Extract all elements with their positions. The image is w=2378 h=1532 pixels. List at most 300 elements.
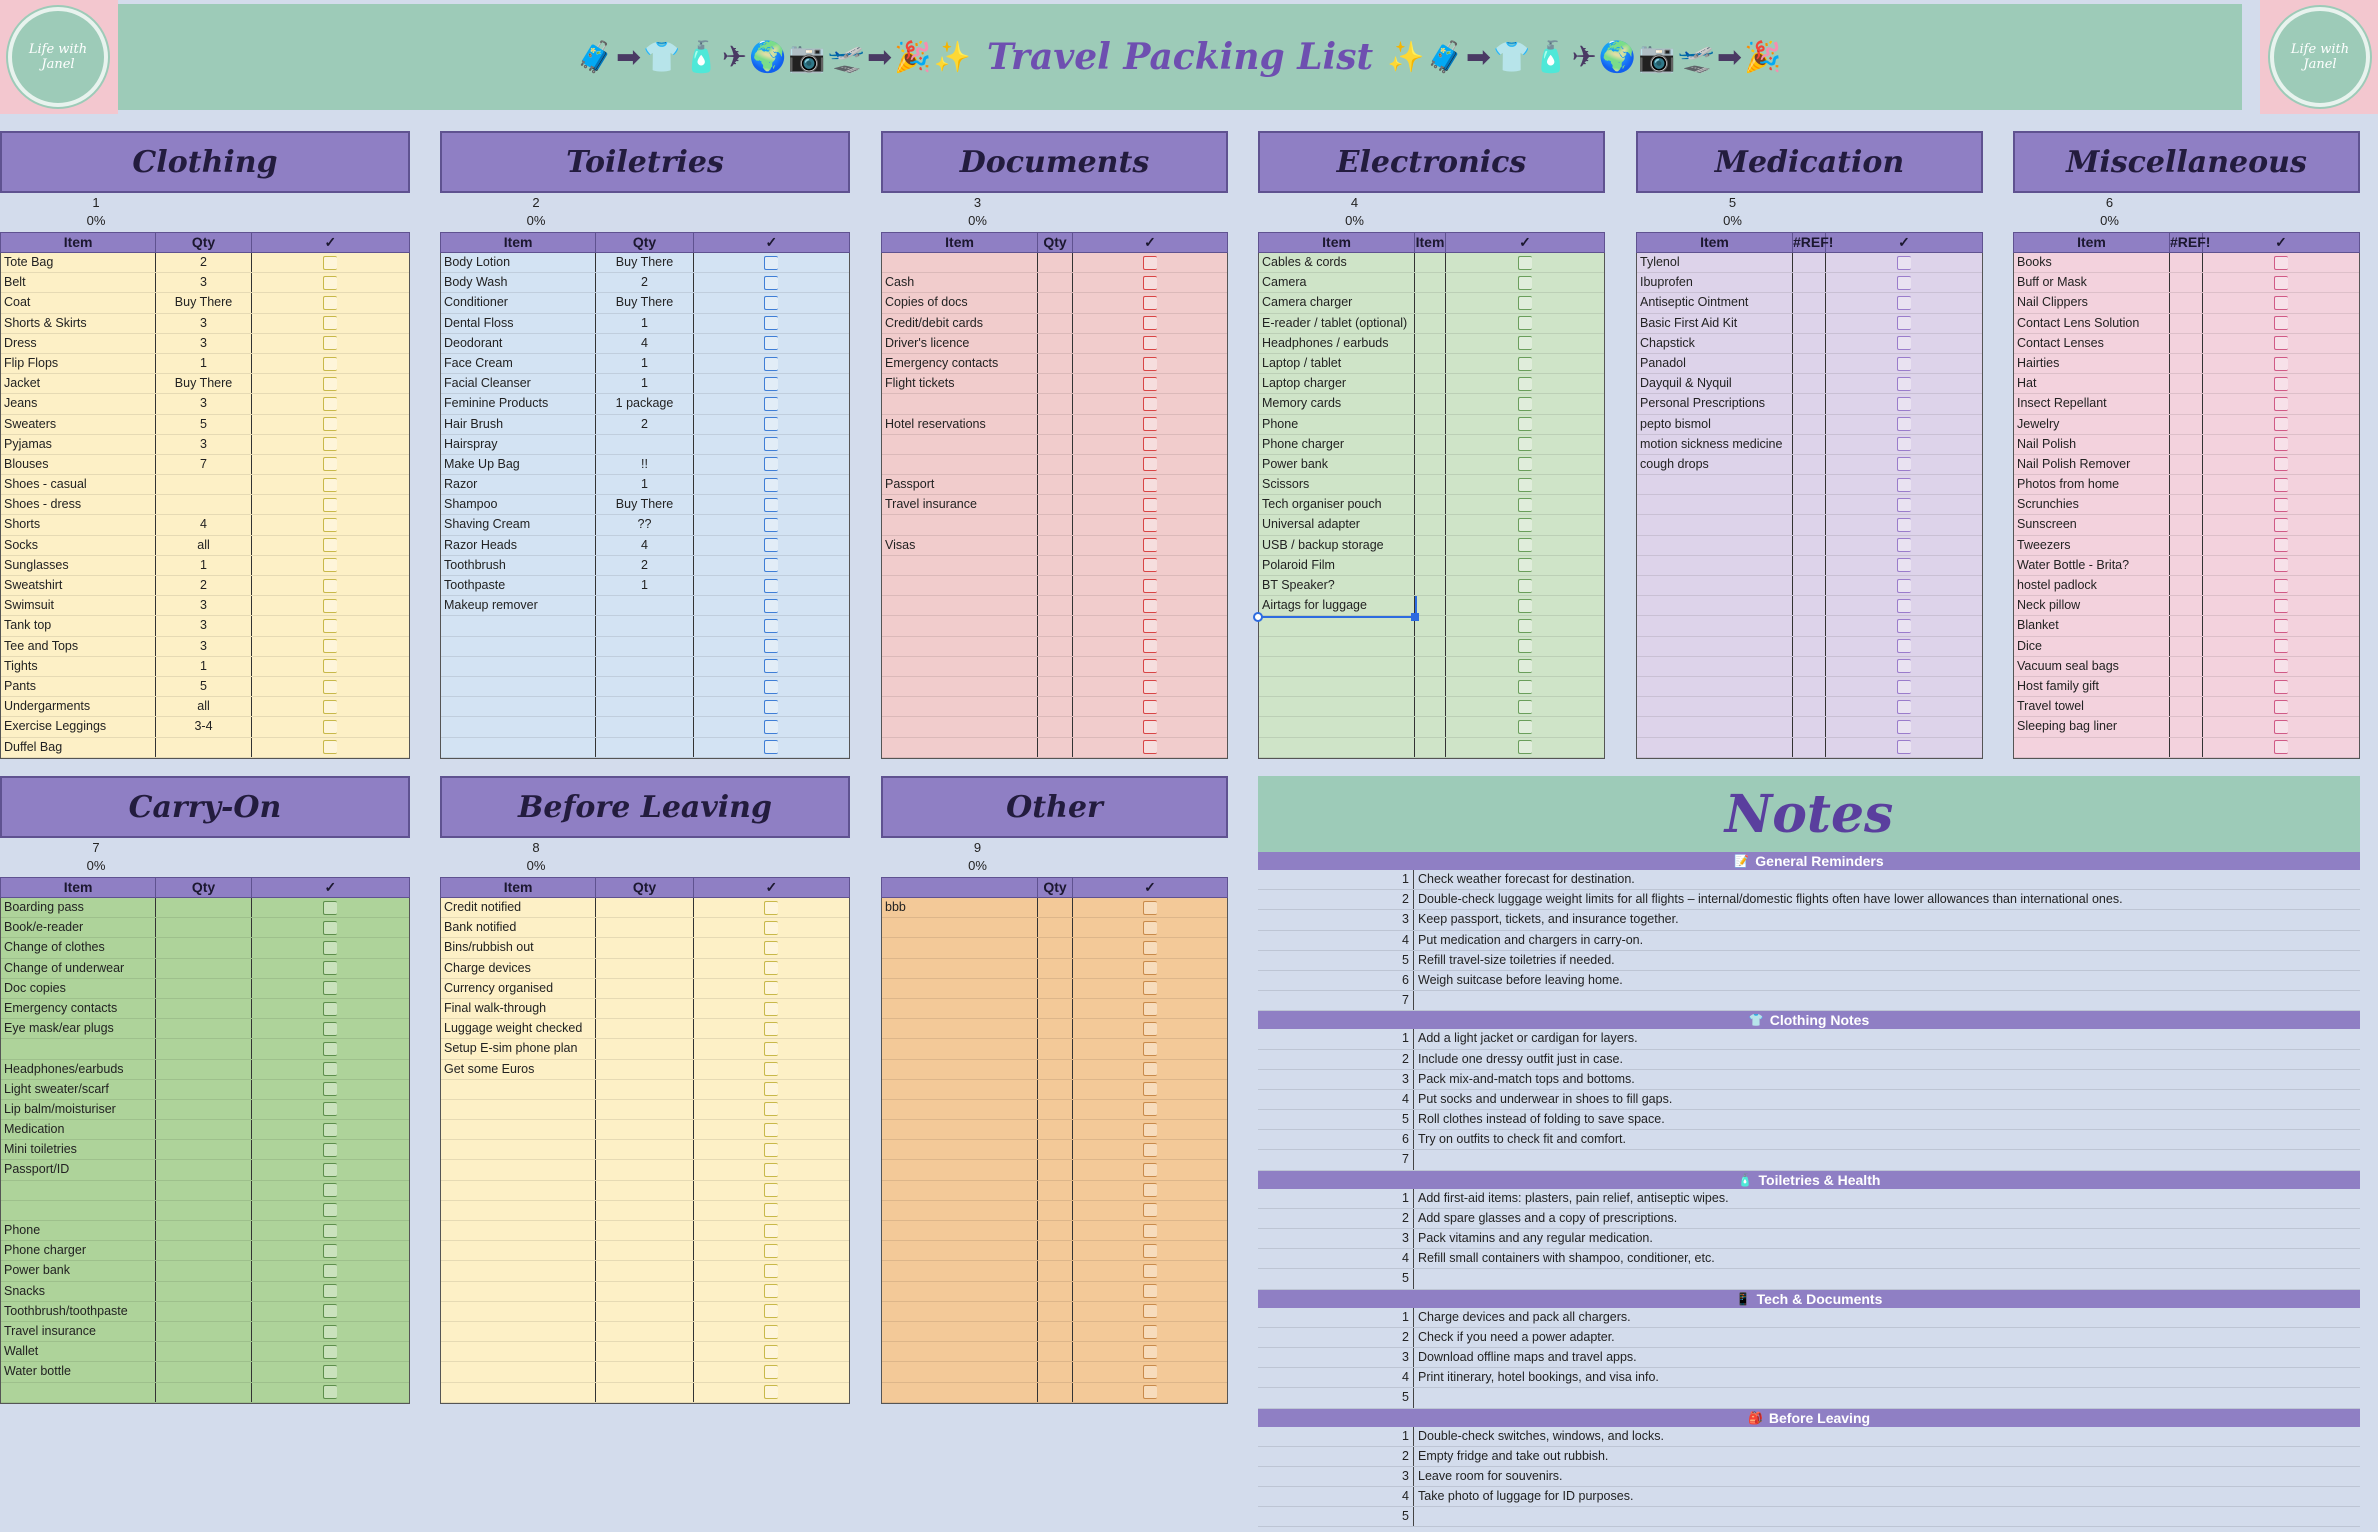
qty-cell[interactable]: [1415, 717, 1446, 736]
checkbox[interactable]: [764, 1002, 778, 1016]
item-cell[interactable]: [1, 1201, 156, 1220]
checkbox[interactable]: [323, 1183, 337, 1197]
item-cell[interactable]: [441, 717, 596, 736]
qty-cell[interactable]: [1415, 334, 1446, 353]
checkmark-column-header[interactable]: ✓: [2275, 234, 2287, 250]
qty-cell[interactable]: [1793, 354, 1826, 373]
qty-cell[interactable]: !!: [596, 455, 694, 474]
item-cell[interactable]: [441, 1342, 596, 1361]
item-cell[interactable]: Hair Brush: [441, 415, 596, 434]
item-cell[interactable]: Body Wash: [441, 273, 596, 292]
checkbox[interactable]: [764, 1385, 778, 1399]
item-cell[interactable]: Laptop / tablet: [1259, 354, 1415, 373]
item-cell[interactable]: Socks: [1, 536, 156, 555]
checkbox[interactable]: [323, 397, 337, 411]
item-cell[interactable]: Luggage weight checked: [441, 1019, 596, 1038]
checkbox[interactable]: [1143, 377, 1157, 391]
qty-cell[interactable]: 3: [156, 637, 252, 656]
qty-cell[interactable]: [156, 1140, 252, 1159]
item-cell[interactable]: Travel insurance: [882, 495, 1038, 514]
checkbox[interactable]: [1143, 1244, 1157, 1258]
qty-cell[interactable]: [2170, 475, 2203, 494]
item-cell[interactable]: Passport: [882, 475, 1038, 494]
note-text[interactable]: Download offline maps and travel apps.: [1418, 1349, 1637, 1364]
checkbox[interactable]: [2274, 276, 2288, 290]
item-cell[interactable]: Credit/debit cards: [882, 314, 1038, 333]
qty-cell[interactable]: [1038, 1060, 1073, 1079]
checkbox[interactable]: [1143, 599, 1157, 613]
checkbox[interactable]: [323, 579, 337, 593]
checkbox[interactable]: [323, 478, 337, 492]
qty-cell[interactable]: [2170, 253, 2203, 272]
column-header[interactable]: Item: [441, 233, 596, 252]
item-cell[interactable]: [441, 1383, 596, 1402]
item-cell[interactable]: [1637, 515, 1793, 534]
qty-cell[interactable]: [1793, 253, 1826, 272]
qty-cell[interactable]: [1038, 1140, 1073, 1159]
qty-cell[interactable]: [596, 637, 694, 656]
note-text[interactable]: Add spare glasses and a copy of prescriptions.: [1418, 1210, 1678, 1225]
column-header[interactable]: Qty: [596, 878, 694, 897]
checkbox[interactable]: [764, 437, 778, 451]
checkbox[interactable]: [1143, 1325, 1157, 1339]
item-cell[interactable]: Phone: [1259, 415, 1415, 434]
checkbox[interactable]: [1518, 558, 1532, 572]
checkbox[interactable]: [1518, 478, 1532, 492]
checkbox[interactable]: [1518, 377, 1532, 391]
qty-cell[interactable]: [1415, 556, 1446, 575]
qty-cell[interactable]: Buy There: [156, 374, 252, 393]
item-cell[interactable]: Shoes - casual: [1, 475, 156, 494]
qty-cell[interactable]: [596, 1201, 694, 1220]
notes-title[interactable]: Notes: [1724, 783, 1894, 845]
qty-cell[interactable]: [1793, 314, 1826, 333]
item-cell[interactable]: Passport/ID: [1, 1160, 156, 1179]
checkbox[interactable]: [764, 720, 778, 734]
checkbox[interactable]: [2274, 558, 2288, 572]
checkbox[interactable]: [323, 377, 337, 391]
item-cell[interactable]: Buff or Mask: [2014, 273, 2170, 292]
qty-cell[interactable]: [156, 1282, 252, 1301]
checkbox[interactable]: [764, 700, 778, 714]
checkbox[interactable]: [1897, 498, 1911, 512]
checkbox[interactable]: [323, 619, 337, 633]
checkbox[interactable]: [2274, 619, 2288, 633]
qty-cell[interactable]: [156, 938, 252, 957]
qty-cell[interactable]: [596, 596, 694, 615]
checkbox[interactable]: [323, 1022, 337, 1036]
qty-cell[interactable]: [1793, 637, 1826, 656]
item-cell[interactable]: Hairties: [2014, 354, 2170, 373]
item-cell[interactable]: Sweatshirt: [1, 576, 156, 595]
checkbox[interactable]: [1143, 740, 1157, 754]
item-cell[interactable]: Final walk-through: [441, 999, 596, 1018]
note-text[interactable]: Add first-aid items: plasters, pain relief, antiseptic wipes.: [1418, 1190, 1729, 1205]
category-number[interactable]: 9: [973, 840, 982, 855]
item-cell[interactable]: Water bottle: [1, 1362, 156, 1381]
item-cell[interactable]: [882, 1140, 1038, 1159]
item-cell[interactable]: [1, 1181, 156, 1200]
qty-cell[interactable]: [1793, 394, 1826, 413]
item-cell[interactable]: Boarding pass: [1, 898, 156, 917]
category-number[interactable]: 3: [973, 195, 982, 210]
checkbox[interactable]: [764, 1284, 778, 1298]
qty-cell[interactable]: [1038, 1181, 1073, 1200]
item-cell[interactable]: Shorts: [1, 515, 156, 534]
item-cell[interactable]: [882, 1342, 1038, 1361]
qty-cell[interactable]: [1415, 394, 1446, 413]
checkbox[interactable]: [323, 1082, 337, 1096]
notes-section-title[interactable]: Toiletries & Health: [1758, 1171, 1881, 1188]
checkbox[interactable]: [764, 1304, 778, 1318]
qty-cell[interactable]: [1038, 596, 1073, 615]
checkbox[interactable]: [323, 1002, 337, 1016]
checkbox[interactable]: [764, 377, 778, 391]
item-cell[interactable]: [441, 677, 596, 696]
note-number[interactable]: 6: [1258, 1130, 1414, 1149]
item-cell[interactable]: Doc copies: [1, 979, 156, 998]
qty-cell[interactable]: [1038, 293, 1073, 312]
checkbox[interactable]: [764, 296, 778, 310]
notes-section-title[interactable]: General Reminders: [1755, 853, 1884, 869]
checkbox[interactable]: [1143, 558, 1157, 572]
qty-cell[interactable]: [156, 738, 252, 757]
checkbox[interactable]: [764, 1203, 778, 1217]
qty-cell[interactable]: [2170, 677, 2203, 696]
checkbox[interactable]: [1143, 579, 1157, 593]
qty-cell[interactable]: [1415, 475, 1446, 494]
qty-cell[interactable]: 3: [156, 435, 252, 454]
qty-cell[interactable]: 2: [596, 556, 694, 575]
checkmark-column-header[interactable]: ✓: [765, 879, 778, 895]
qty-cell[interactable]: 4: [156, 515, 252, 534]
qty-cell[interactable]: [1793, 293, 1826, 312]
qty-cell[interactable]: 2: [156, 576, 252, 595]
category-title[interactable]: Documents: [959, 144, 1150, 180]
checkbox[interactable]: [1143, 1143, 1157, 1157]
qty-cell[interactable]: [1793, 536, 1826, 555]
item-cell[interactable]: [882, 697, 1038, 716]
qty-cell[interactable]: [596, 697, 694, 716]
note-text[interactable]: Add a light jacket or cardigan for layers.: [1418, 1031, 1638, 1046]
item-cell[interactable]: [882, 1383, 1038, 1402]
qty-cell[interactable]: [1415, 495, 1446, 514]
qty-cell[interactable]: [1038, 616, 1073, 635]
item-cell[interactable]: Coat: [1, 293, 156, 312]
qty-cell[interactable]: [2170, 455, 2203, 474]
qty-cell[interactable]: [596, 1241, 694, 1260]
qty-cell[interactable]: [596, 1362, 694, 1381]
checkbox[interactable]: [1897, 336, 1911, 350]
qty-cell[interactable]: [1038, 435, 1073, 454]
note-text[interactable]: Pack vitamins and any regular medication.: [1418, 1231, 1653, 1245]
note-text[interactable]: [1414, 1507, 2360, 1526]
item-cell[interactable]: cough drops: [1637, 455, 1793, 474]
item-cell[interactable]: Shaving Cream: [441, 515, 596, 534]
checkbox[interactable]: [2274, 437, 2288, 451]
category-title[interactable]: Other: [1006, 789, 1103, 825]
checkbox[interactable]: [764, 579, 778, 593]
checkbox[interactable]: [764, 740, 778, 754]
item-cell[interactable]: Emergency contacts: [1, 999, 156, 1018]
qty-cell[interactable]: [156, 1019, 252, 1038]
checkbox[interactable]: [1143, 961, 1157, 975]
qty-cell[interactable]: [156, 1362, 252, 1381]
qty-cell[interactable]: [1415, 616, 1446, 635]
checkbox[interactable]: [323, 498, 337, 512]
note-number[interactable]: 1: [1258, 1029, 1414, 1048]
item-cell[interactable]: Power bank: [1, 1261, 156, 1280]
qty-cell[interactable]: [1038, 253, 1073, 272]
checkbox[interactable]: [1518, 619, 1532, 633]
item-cell[interactable]: Contact Lenses: [2014, 334, 2170, 353]
checkbox[interactable]: [1897, 417, 1911, 431]
category-number[interactable]: 5: [1728, 195, 1737, 210]
checkbox[interactable]: [1897, 579, 1911, 593]
item-cell[interactable]: [1259, 677, 1415, 696]
qty-cell[interactable]: 7: [156, 455, 252, 474]
checkbox[interactable]: [1143, 1002, 1157, 1016]
qty-cell[interactable]: [596, 1342, 694, 1361]
qty-cell[interactable]: [2170, 738, 2203, 757]
qty-cell[interactable]: all: [156, 697, 252, 716]
category-number[interactable]: 1: [92, 195, 100, 210]
checkbox[interactable]: [1143, 397, 1157, 411]
qty-cell[interactable]: [596, 1322, 694, 1341]
item-cell[interactable]: Phone charger: [1, 1241, 156, 1260]
item-cell[interactable]: [882, 637, 1038, 656]
note-number[interactable]: 7: [1258, 991, 1414, 1010]
checkbox[interactable]: [2274, 579, 2288, 593]
item-cell[interactable]: Facial Cleanser: [441, 374, 596, 393]
checkbox[interactable]: [323, 639, 337, 653]
item-cell[interactable]: USB / backup storage: [1259, 536, 1415, 555]
qty-cell[interactable]: [2170, 374, 2203, 393]
item-cell[interactable]: Host family gift: [2014, 677, 2170, 696]
checkbox[interactable]: [2274, 740, 2288, 754]
note-number[interactable]: 4: [1258, 1487, 1414, 1506]
qty-cell[interactable]: 1: [596, 314, 694, 333]
qty-cell[interactable]: [596, 1383, 694, 1402]
qty-cell[interactable]: [156, 918, 252, 937]
checkbox[interactable]: [764, 457, 778, 471]
item-cell[interactable]: Bins/rubbish out: [441, 938, 596, 957]
qty-cell[interactable]: [1038, 918, 1073, 937]
item-cell[interactable]: E-reader / tablet (optional): [1259, 314, 1415, 333]
checkbox[interactable]: [1143, 1284, 1157, 1298]
item-cell[interactable]: [882, 717, 1038, 736]
checkbox[interactable]: [764, 1183, 778, 1197]
note-text[interactable]: Charge devices and pack all chargers.: [1418, 1309, 1631, 1324]
checkbox[interactable]: [323, 357, 337, 371]
note-text[interactable]: Print itinerary, hotel bookings, and visa info.: [1418, 1370, 1659, 1385]
checkbox[interactable]: [2274, 518, 2288, 532]
item-cell[interactable]: Driver's licence: [882, 334, 1038, 353]
checkbox[interactable]: [2274, 457, 2288, 471]
checkbox[interactable]: [1143, 296, 1157, 310]
note-number[interactable]: 3: [1258, 1467, 1414, 1486]
qty-cell[interactable]: 3: [156, 616, 252, 635]
item-cell[interactable]: [1637, 536, 1793, 555]
item-cell[interactable]: [882, 576, 1038, 595]
qty-cell[interactable]: [1793, 717, 1826, 736]
checkbox[interactable]: [1897, 478, 1911, 492]
qty-cell[interactable]: [1415, 435, 1446, 454]
item-cell[interactable]: Jewelry: [2014, 415, 2170, 434]
qty-cell[interactable]: [156, 1241, 252, 1260]
column-header[interactable]: Item: [1259, 233, 1415, 252]
category-number[interactable]: 2: [532, 195, 540, 210]
qty-cell[interactable]: 1: [156, 657, 252, 676]
column-header[interactable]: Qty: [596, 233, 694, 252]
item-cell[interactable]: [1259, 717, 1415, 736]
item-cell[interactable]: [441, 697, 596, 716]
qty-cell[interactable]: Buy There: [596, 495, 694, 514]
note-number[interactable]: 4: [1258, 931, 1414, 950]
qty-cell[interactable]: [1793, 455, 1826, 474]
qty-cell[interactable]: [2170, 273, 2203, 292]
qty-cell[interactable]: [1415, 293, 1446, 312]
item-cell[interactable]: motion sickness medicine: [1637, 435, 1793, 454]
item-cell[interactable]: Phone: [1, 1221, 156, 1240]
note-number[interactable]: 4: [1258, 1368, 1414, 1387]
checkbox[interactable]: [1143, 1082, 1157, 1096]
checkbox[interactable]: [323, 1385, 337, 1399]
checkbox[interactable]: [1897, 377, 1911, 391]
qty-cell[interactable]: [2170, 717, 2203, 736]
checkbox[interactable]: [1897, 518, 1911, 532]
checkbox[interactable]: [1897, 720, 1911, 734]
note-number[interactable]: 5: [1258, 1388, 1414, 1407]
qty-cell[interactable]: ??: [596, 515, 694, 534]
column-header[interactable]: Item: [2014, 233, 2170, 252]
item-cell[interactable]: Visas: [882, 536, 1038, 555]
item-cell[interactable]: Belt: [1, 273, 156, 292]
qty-cell[interactable]: Buy There: [596, 293, 694, 312]
qty-cell[interactable]: 2: [596, 415, 694, 434]
checkbox[interactable]: [1143, 1264, 1157, 1278]
item-cell[interactable]: Tee and Tops: [1, 637, 156, 656]
item-cell[interactable]: [441, 1261, 596, 1280]
checkbox[interactable]: [1518, 417, 1532, 431]
qty-cell[interactable]: [596, 999, 694, 1018]
checkbox[interactable]: [764, 941, 778, 955]
item-cell[interactable]: [882, 1282, 1038, 1301]
item-cell[interactable]: Bank notified: [441, 918, 596, 937]
checkbox[interactable]: [1897, 700, 1911, 714]
note-text[interactable]: Empty fridge and take out rubbish.: [1418, 1448, 1609, 1463]
item-cell[interactable]: Toothbrush/toothpaste: [1, 1302, 156, 1321]
checkbox[interactable]: [323, 316, 337, 330]
checkbox[interactable]: [2274, 639, 2288, 653]
item-cell[interactable]: Tweezers: [2014, 536, 2170, 555]
checkbox[interactable]: [1518, 518, 1532, 532]
item-cell[interactable]: Dayquil & Nyquil: [1637, 374, 1793, 393]
item-cell[interactable]: [441, 1181, 596, 1200]
qty-cell[interactable]: [2170, 435, 2203, 454]
qty-cell[interactable]: [1038, 1080, 1073, 1099]
qty-cell[interactable]: [1038, 374, 1073, 393]
checkbox[interactable]: [2274, 316, 2288, 330]
checkbox[interactable]: [2274, 397, 2288, 411]
qty-cell[interactable]: [1793, 576, 1826, 595]
item-cell[interactable]: Copies of docs: [882, 293, 1038, 312]
checkbox[interactable]: [2274, 680, 2288, 694]
checkbox[interactable]: [764, 961, 778, 975]
qty-cell[interactable]: [1038, 394, 1073, 413]
qty-cell[interactable]: [1038, 515, 1073, 534]
checkbox[interactable]: [764, 659, 778, 673]
item-cell[interactable]: [882, 979, 1038, 998]
item-cell[interactable]: [882, 1080, 1038, 1099]
checkbox[interactable]: [1143, 1102, 1157, 1116]
item-cell[interactable]: [441, 1302, 596, 1321]
qty-cell[interactable]: [1038, 1221, 1073, 1240]
item-cell[interactable]: [1259, 657, 1415, 676]
checkbox[interactable]: [764, 1365, 778, 1379]
checkbox[interactable]: [1143, 639, 1157, 653]
qty-cell[interactable]: [156, 1302, 252, 1321]
item-cell[interactable]: Sunglasses: [1, 556, 156, 575]
checkbox[interactable]: [1143, 417, 1157, 431]
note-text[interactable]: Put socks and underwear in shoes to fill gaps.: [1418, 1091, 1673, 1106]
checkbox[interactable]: [1143, 538, 1157, 552]
checkbox[interactable]: [323, 538, 337, 552]
item-cell[interactable]: Antiseptic Ointment: [1637, 293, 1793, 312]
item-cell[interactable]: Medication: [1, 1120, 156, 1139]
column-header[interactable]: Item: [1415, 234, 1445, 250]
item-cell[interactable]: Memory cards: [1259, 394, 1415, 413]
qty-cell[interactable]: [1038, 959, 1073, 978]
qty-cell[interactable]: [1415, 415, 1446, 434]
note-text[interactable]: Weigh suitcase before leaving home.: [1418, 972, 1623, 987]
item-cell[interactable]: [1637, 616, 1793, 635]
qty-cell[interactable]: 3: [156, 334, 252, 353]
qty-cell[interactable]: [596, 1261, 694, 1280]
item-cell[interactable]: [882, 253, 1038, 272]
qty-cell[interactable]: 5: [156, 677, 252, 696]
item-cell[interactable]: [882, 1362, 1038, 1381]
item-cell[interactable]: Blouses: [1, 455, 156, 474]
item-cell[interactable]: Shampoo: [441, 495, 596, 514]
checkbox[interactable]: [1518, 336, 1532, 350]
checkbox[interactable]: [764, 1042, 778, 1056]
column-header[interactable]: Qty: [156, 233, 252, 252]
item-cell[interactable]: [882, 1241, 1038, 1260]
qty-cell[interactable]: [1038, 475, 1073, 494]
qty-cell[interactable]: [1415, 576, 1446, 595]
checkbox[interactable]: [1897, 437, 1911, 451]
column-header[interactable]: Item: [1637, 233, 1793, 252]
item-cell[interactable]: Tech organiser pouch: [1259, 495, 1415, 514]
qty-cell[interactable]: [1038, 1261, 1073, 1280]
qty-cell[interactable]: [1038, 1241, 1073, 1260]
checkbox[interactable]: [323, 1102, 337, 1116]
qty-cell[interactable]: [1793, 415, 1826, 434]
item-cell[interactable]: Razor: [441, 475, 596, 494]
category-progress-percent[interactable]: 0%: [968, 213, 987, 228]
note-number[interactable]: 5: [1258, 1110, 1414, 1129]
checkbox[interactable]: [323, 1163, 337, 1177]
note-number[interactable]: 1: [1258, 1427, 1414, 1446]
qty-cell[interactable]: 1: [156, 354, 252, 373]
item-cell[interactable]: [882, 738, 1038, 757]
note-number[interactable]: 5: [1258, 1269, 1414, 1288]
item-cell[interactable]: Sleeping bag liner: [2014, 717, 2170, 736]
checkbox[interactable]: [1897, 619, 1911, 633]
qty-cell[interactable]: [1793, 374, 1826, 393]
qty-cell[interactable]: [596, 1302, 694, 1321]
